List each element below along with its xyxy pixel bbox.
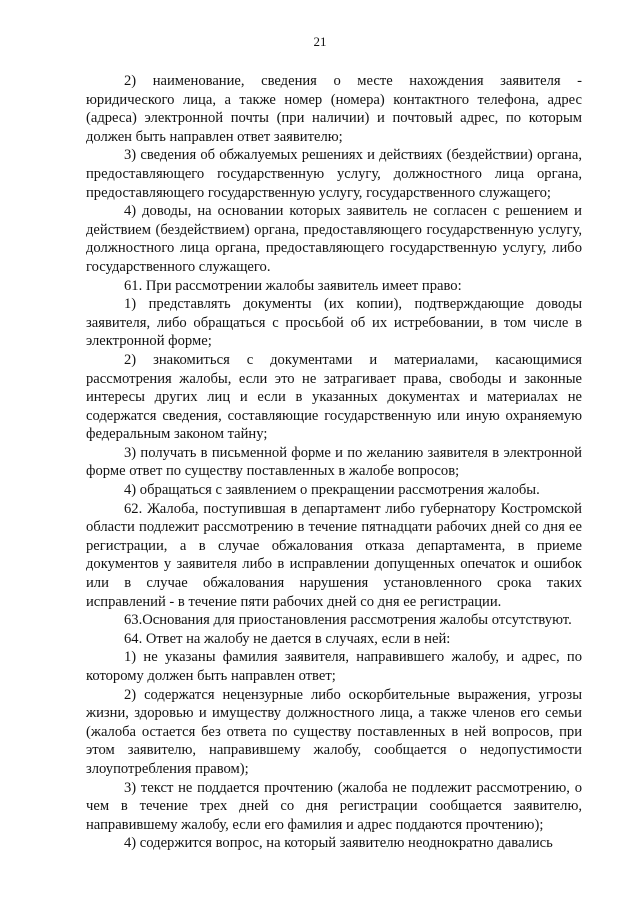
paragraph: 2) содержатся нецензурные либо оскорбительные выражения, угрозы жизни, здоровью и имуществу должностного лица, а также членов его семьи (жалоба остается без ответа по существу поставленных в ней вопросов, при этом заявителю, направившему жалобу, сообщается о недопустимости злоупотребления правом); [86, 686, 582, 777]
paragraph: 64. Ответ на жалобу не дается в случаях, если в ней: [124, 630, 451, 647]
paragraph: 1) представлять документы (их копии), подтверждающие доводы заявителя, либо обращаться с просьбой об их истребовании, в том числе в электронной форме; [86, 296, 582, 350]
paragraph: 2) знакомиться с документами и материалами, касающимися рассмотрения жалобы, если это не затрагивает права, свободы и законные интересы других лиц и если в указанных документах и материалах не содержатся сведения, составляющие государственную или иную охраняемую федеральным законом тайну; [86, 351, 582, 443]
paragraph: 63.Основания для приостановления рассмотрения жалобы отсутствуют. [124, 612, 572, 629]
paragraph: 61. При рассмотрении жалобы заявитель имеет право: [124, 277, 462, 294]
paragraph: 3) текст не поддается прочтению (жалоба не подлежит рассмотрению, о чем в течение трех дней со дня регистрации сообщается заявителю, направившему жалобу, если его фамилия и адрес поддаются прочтению); [86, 779, 582, 833]
paragraph: 3) сведения об обжалуемых решениях и действиях (бездействии) органа, предоставляющего государственную услугу, должностного лица органа, предоставляющего государственную услугу, государственного служащего; [86, 147, 582, 201]
paragraph: 4) доводы, на основании которых заявитель не согласен с решением и действием (бездействием) органа, предоставляющего государственную услугу, должностного лица органа, предоставляющего государственную услугу, либо государственного служащего. [86, 203, 582, 275]
paragraph: 62. Жалоба, поступившая в департамент либо губернатору Костромской области подлежит рассмотрению в течение пятнадцати рабочих дней со дня ее регистрации, а в случае обжалования отказа департамента, в приеме документов у заявителя либо в исправлении допущенных опечаток и ошибок или в случае обжалования нарушения установленного срока таких исправлений - в течение пяти рабочих дней со дня ее регистрации. [86, 500, 582, 610]
page-number: 21 [313, 34, 327, 49]
document-body [86, 72, 582, 853]
paragraph: 3) получать в письменной форме и по желанию заявителя в электронной форме ответ по существу поставленных в жалобе вопросов; [86, 444, 582, 480]
paragraph: 2) наименование, сведения о месте нахождения заявителя - юридического лица, а также номер (номера) контактного телефона, адрес (адреса) электронной почты (при наличии) и почтовый адрес, по которым должен быть направлен ответ заявителю; [86, 73, 582, 145]
paragraph: 4) содержится вопрос, на который заявителю неоднократно давались [124, 835, 553, 852]
paragraph: 1) не указаны фамилия заявителя, направившего жалобу, и адрес, по которому должен быть направлен ответ; [86, 649, 582, 684]
paragraph: 4) обращаться с заявлением о прекращении рассмотрения жалобы. [124, 482, 540, 499]
